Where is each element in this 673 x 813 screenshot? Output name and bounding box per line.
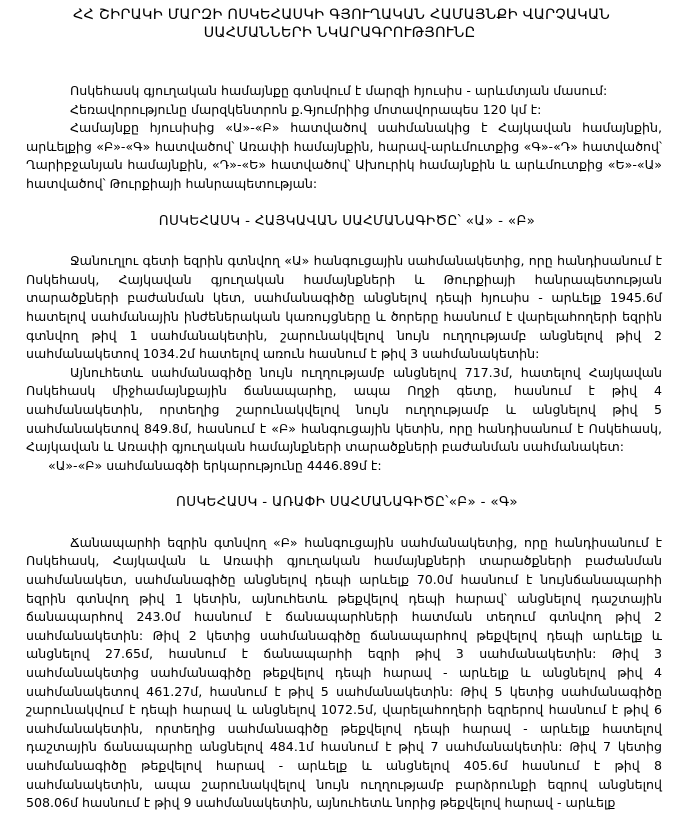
section-a-b-length: «Ա»-«Բ» սահմանագծի երկարությունը 4446.89մ է: [48,457,382,473]
title-line-1: ՀՀ ՇԻՐԱԿԻ ՄԱՐԶԻ ՈՍԿԵՀԱՍԿԻ ԳՅՈՒՂԱԿԱՆ ՀԱՄԱՅՆՔԻ ՎԱՐՉԱԿԱՆ [72,7,611,23]
title-line-2: ՍԱՀՄԱՆՆԵՐԻ ՆԿԱՐԱԳՐՈՒԹՅՈՒՆԸ [203,25,476,41]
section-a-b-paragraph-2: Այնուհետև սահմանագիծը նույն ուղղությամբ անցնելով 717.3մ, հատելով Հայկավան Ոսկեհասկ միջհամայնքային ճանապարհը, ապա Ողջի գետը, հասնում է թիվ 4 սահմանակետին, որտեղից շարունակվելով նույն ուղղությամբ և անցնելով թիվ 5 սահմանակետով 849.8մ, հասնում է «Բ» հանգուցային կետին, որը հանդիսանում է Ոսկեհասկ, Հայկավան և Առափի գյուղական համայնքների տարածքների բաժանման սահմանակետ: [26,364,662,455]
section-a-b-paragraph-1: Ջանուղլու գետի եզրին գտնվող «Ա» հանգուցային սահմանակետից, որը հանդիսանում է Ոսկեհասկ, Հայկավան գյուղական համայնքների և Թուրքիայի հանրապետության տարածքների բաժանման կետ, սահմանագիծը անցնելով դեպի հյուսիս - արևելք 1945.6մ հատելով սահմանային ինժեներական կառույցները և ծորերը հասնում է վարելահողերի եզրին գտնվող թիվ 1 սահմանակետին, շարունակվելով նույն ուղղությամբ անցնելով թիվ 2 սահմանակետով 1034.2մ հատելով առուն հասնում է թիվ 3 սահմանակետին: [26,253,662,362]
section-heading-a-b: ՈՍԿԵՀԱՍԿ - ՀԱՅԿԱՎԱՆ ՍԱՀՄԱՆԱԳԻԾԸ՝ «Ա» - «Բ» [158,212,536,229]
section-heading-b-c: ՈՍԿԵՀԱՍԿ - ԱՌԱՓԻ ՍԱՀՄԱՆԱԳԻԾԸ՝«Բ» - «Գ» [176,494,518,511]
intro-paragraph-neighbors: Համայնքը հյուսիսից «Ա»-«Բ» հատվածով սահմանակից է Հայկավան համայնքին, արևելքից «Բ»-«Գ» հատվածով՝ Առափի համայնքին, հարավ-արևմուտքից «Գ»-«Դ» հատվածով՝ Ղարիբջանյան համայնքին, «Դ»-«Ե» հատվածով՝ Ախուրիկ համայնքին և արևմուտքից «Ե»-«Ա» հատվածով՝ Թուրքիայի հանրապետության: [26,120,662,191]
intro-paragraph-location: Ոսկեհասկ գյուղական համայնքը գտնվում է մարզի հյուսիս - արևմտյան մասում: [70,83,608,98]
document-body [26,82,662,813]
section-b-c-paragraph-1: Ճանապարհի եզրին գտնվող «Բ» հանգուցային սահմանակետից, որը հանդիսանում է Ոսկեհասկ, Հայկավան և Առափի գյուղական համայնքների տարածքների բաժանման սահմանակետ, սահմանագիծը անցնելով դեպի արևելք 70.0մ հասնում է նույնճանապարհի եզրին գտնվող թիվ 1 կետին, այնուհետև թեքվելով դեպի հարավ՝ անցնելով դաշտային ճանապարհով 243.0մ հասնում է ճանապարհների հատման տեղում գտնվող թիվ 2 սահմանակետին: Թիվ 2 կետից սահմանագիծը ճանապարհով թեքվելով դեպի արևելք և անցնելով 27.65մ, հասնում է ճանապարհի եզրի թիվ 3 սահմանակետին: Թիվ 3 սահմանակետից սահմանագիծը թեքվելով դեպի հարավ - արևելք և անցնելով թիվ 4 սահմանակետով 461.27մ, հասնում է թիվ 5 սահմանակետին: Թիվ 5 կետից սահմանագիծը շարունակվում է դեպի հարավ և անցնելով 1072.5մ, վարելահողերի եզրերով հասնում է թիվ 6 սահմանակետին, որտեղից սահմանագիծը թեքվելով դեպի հարավ - արևելք հատելով դաշտային ճանապարհը անցնելով 484.1մ հասնում է թիվ 7 սահմանակետին: Թիվ 7 կետից սահմանագիծը թեքվելով հարավ - արևելք և անցնելով 405.6մ հասնում է թիվ 8 սահմանակետին, ապա շարունակվելով նույն ուղղությամբ բարձրունքի եզրով անցնելով 508.06մ հասնում է թիվ 9 սահմանակետին, այնուհետև նորից թեքվելով հարավ - արևելք [26,534,662,811]
document-title [0,6,673,42]
intro-paragraph-distance: Հեռավորությունը մարզկենտրոն ք.Գյումրիից մոտավորապես 120 կմ է: [70,101,542,117]
